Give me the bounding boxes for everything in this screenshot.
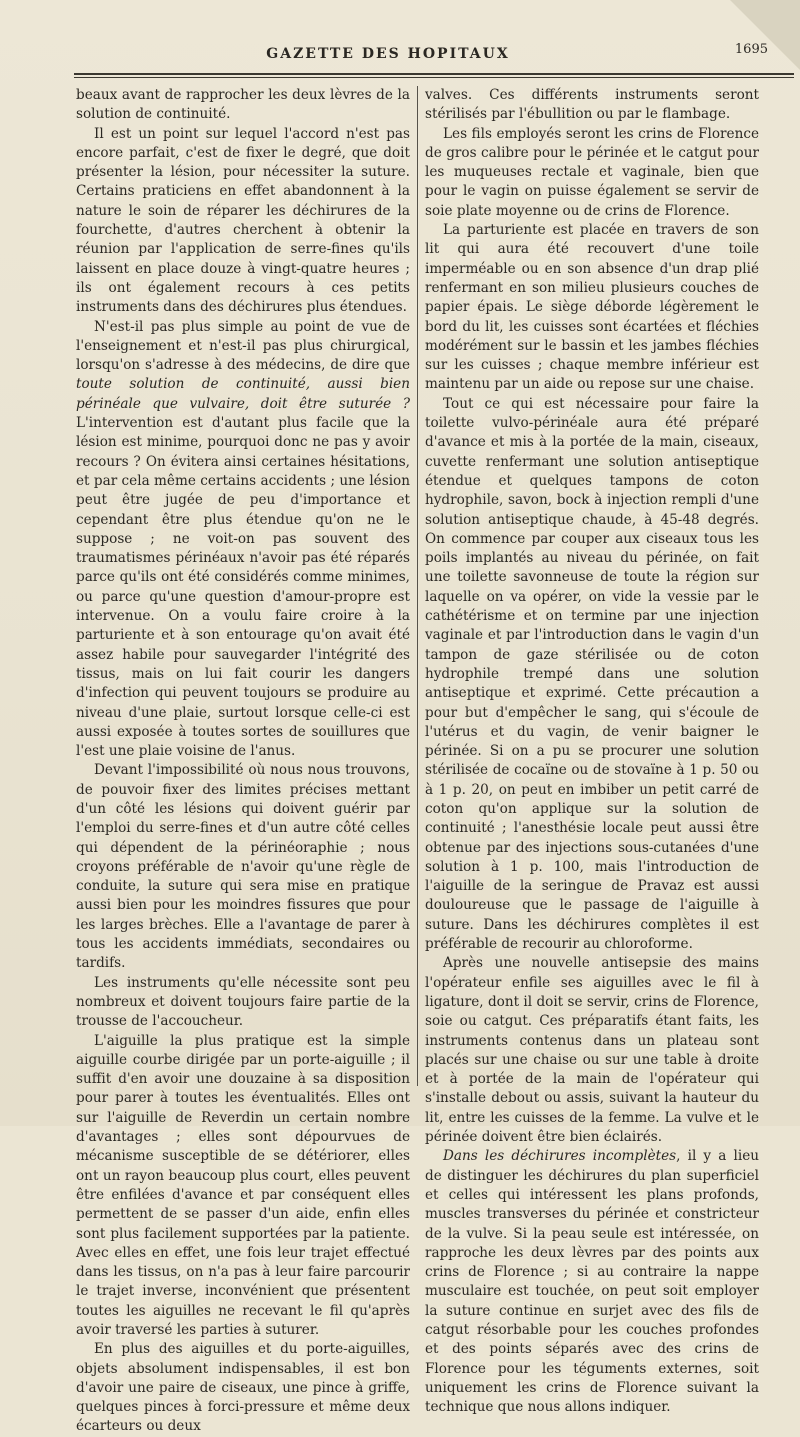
column-divider xyxy=(417,86,418,1086)
page-number: 1695 xyxy=(734,42,768,57)
paragraph xyxy=(76,318,410,762)
paragraph: Après une nouvelle antisepsie des mains l'opérateur enfile ses aiguilles avec le fil à ligature, dont il doit se servir, crins de Florence, soie ou catgut. Ces préparatifs étant faits, les instruments contenus dans un plateau sont placés sur une chaise ou sur une table à droite et à portée de la main de l'opérateur qui s'installe debout ou assis, suivant la hauteur du lit, entre les cuisses de la femme. La vulve et le périnée doivent être bien éclairés. xyxy=(425,955,759,1146)
paragraph: En plus des aiguilles et du porte-aiguilles, objets absolument indispensables, il est bon d'avoir une paire de ciseaux, une pince à griffe, quelques pinces à forci-pressure et même deux écarteurs ou deux xyxy=(76,1341,410,1435)
paragraph: L'aiguille la plus pratique est la simple aiguille courbe dirigée par un porte-aiguille ; il suffit d'en avoir une douzaine à sa disposition pour parer à toutes les éventualités. Elles ont sur l'aiguille de Reverdin un certain nombre d'avantages ; elles sont dépourvues de mécanisme susceptible de se détériorer, elles ont un rayon beaucoup plus court, elles peuvent être enfilées d'avance et par conséquent elles permettent de se passer d'un aide, enfin elles sont plus facilement supportées par la patiente. Avec elles en effet, une fois leur trajet effectué dans les tissus, on n'a pas à leur faire parcourir le trajet inverse, inconvénient que présentent toutes les aiguilles ne recevant le fil qu'après avoir traversé les parties à suturer. xyxy=(76,1032,410,1338)
text-run: , il y a lieu de distinguer les déchirures du plan superficiel et celles qui intéressent les plans profonds, muscles transverses du périnée et constricteur de la vulve. Si la peau seule est intéressée, on rapproche les deux lèvres par des points aux crins de Florence ; si au contraire la nappe musculaire est touchée, on peut soit employer la suture continue en surjet avec des fils de catgut résorbable pour les couches profondes et des points séparés avec des crins de Florence pour les téguments externes, soit uniquement les crins de Florence suivant la technique que nous allons indiquer. xyxy=(425,1148,759,1416)
right-column xyxy=(425,86,759,1416)
paragraph: La parturiente est placée en travers de son lit qui aura été recouvert d'une toile imperméable ou en son absence d'un drap plié renfermant en son milieu plusieurs couches de papier épais. Le siège déborde légèrement le bord du lit, les cuisses sont écartées et fléchies modérément sur le bassin et les jambes fléchies sur les cuisses ; chaque membre inférieur est maintenu par un aide ou repose sur une chaise. xyxy=(425,222,759,393)
paragraph xyxy=(425,1147,759,1417)
header-rule xyxy=(74,73,794,75)
page-header xyxy=(78,42,796,70)
text-run: L'intervention est d'autant plus facile que la lésion est minime, pourquoi donc ne pas y avoir recours ? On évitera ainsi certaines hésitations, et par cela même certains accidents ; une lésion peut être jugée de peu d'importance et cependant être plus étendue qu'on ne le suppose ; ne voit-on pas souvent des traumatismes périnéaux n'avoir pas été réparés parce qu'ils ont été considérés comme minimes, ou parce qu'une question d'amour-propre est intervenue. On a voulu faire croire à la parturiente et à son entourage qu'on avait été assez habile pour sauvegarder l'intégrité des tissus, mais on lui fait courir les dangers d'infection qui peuvent toujours se produire au niveau d'une plaie, surtout lorsque celle-ci est aussi exposée à toutes sortes de souillures que l'est une plaie voisine de l'anus. xyxy=(76,415,410,760)
paragraph: Les instruments qu'elle nécessite sont peu nombreux et doivent toujours faire partie de la trousse de l'accoucheur. xyxy=(76,974,410,1030)
text-run: N'est-il pas plus simple au point de vue de l'enseignement et n'est-il pas plus chirurgical, lorsqu'on s'adresse à des médecins, de dire que xyxy=(76,318,410,374)
paragraph: valves. Ces différents instruments seront stérilisés par l'ébullition ou par le flambage. xyxy=(425,87,759,123)
paragraph: Il est un point sur lequel l'accord n'est pas encore parfait, c'est de fixer le degré, que doit présenter la lésion, pour nécessiter la suture. Certains praticiens en effet abandonnent à la nature le soin de réparer les déchirures de la fourchette, d'autres cherchent à obtenir la réunion par l'application de serre-fines qu'ils laissent en place douze à vingt-quatre heures ; ils ont également recours à ces petits instruments dans des déchirures plus étendues. xyxy=(76,125,410,316)
paragraph: beaux avant de rapprocher les deux lèvres de la solution de continuité. xyxy=(76,87,410,123)
paragraph: Devant l'impossibilité où nous nous trouvons, de pouvoir fixer des limites précises mettant d'un côté les lésions qui doivent guérir par l'emploi du serre-fines et d'un autre côté celles qui dépendent de la périnéoraphie ; nous croyons préférable de n'avoir qu'une règle de conduite, la suture qui sera mise en pratique aussi bien pour les moindres fissures que pour les larges brèches. Elle a l'avantage de parer à tous les accidents immédiats, secondaires ou tardifs. xyxy=(76,762,410,972)
paragraph: Les fils employés seront les crins de Florence de gros calibre pour le périnée et le catgut pour les muqueuses rectale et vaginale, bien que pour le vagin on puisse également se servir de soie plate moyenne ou de crins de Florence. xyxy=(425,125,759,219)
left-column xyxy=(76,86,410,1435)
journal-title: GAZETTE DES HOPITAUX xyxy=(266,46,510,62)
italic-text: Dans les déchirures incomplètes xyxy=(443,1148,677,1165)
italic-text: toute solution de continuité, aussi bien périnéale que vulvaire, doit être suturée ? xyxy=(76,376,410,412)
paragraph: Tout ce qui est nécessaire pour faire la toilette vulvo-périnéale aura été préparé d'avance et mis à la portée de la main, ciseaux, cuvette renfermant une solution antiseptique étendue et quelques tampons de coton hydrophile, savon, bock à injection rempli d'une solution antiseptique chaude, à 45-48 degrés. On commence par couper aux ciseaux tous les poils implantés au niveau du périnée, on fait une toilette savonneuse de toute la région sur laquelle on va opérer, on vide la vessie par le cathétérisme et on termine par une injection vaginale et par l'introduction dans le vagin d'un tampon de gaze stérilisée ou de coton hydrophile trempé dans une solution antiseptique et exprimé. Cette précaution a pour but d'empêcher le sang, qui s'écoule de l'utérus et du vagin, de venir baigner le périnée. Si on a pu se procurer une solution stérilisée de cocaïne ou de stovaïne à 1 p. 50 ou à 1 p. 20, on peut en imbiber un petit carré de coton qu'on applique sur la solution de continuité ; l'anesthésie locale peut aussi être obtenue par des injections sous-cutanées d'une solution à 1 p. 100, mais l'introduction de l'aiguille de la seringue de Pravaz est aussi douloureuse que le passage de l'aiguille à suture. Dans les déchirures complètes il est préférable de recourir au chloroforme. xyxy=(425,395,759,953)
header-rule-thin xyxy=(74,77,794,78)
